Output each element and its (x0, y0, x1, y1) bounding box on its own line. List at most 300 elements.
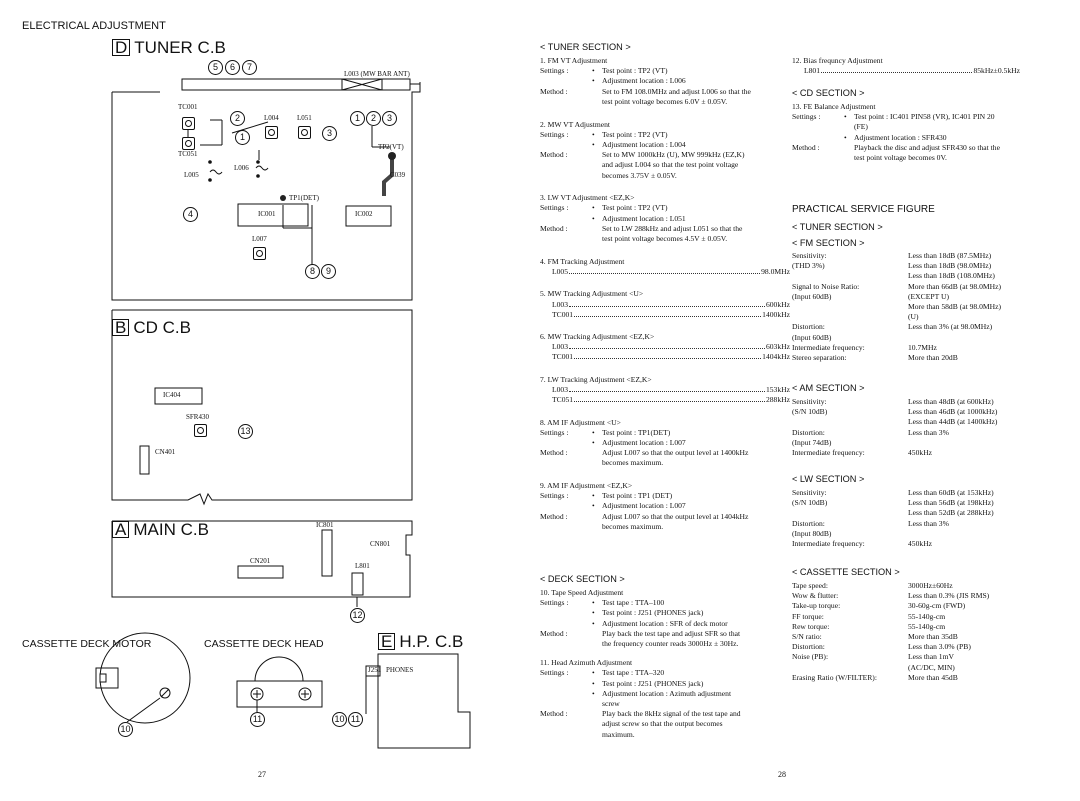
leader-row (540, 385, 790, 395)
spec-value: More than 58dB (at 98.0MHz) (908, 302, 1002, 312)
spec-label: Distortion: (792, 427, 825, 437)
main-board-letter: A (112, 521, 129, 538)
spec-label: Distortion: (792, 322, 825, 332)
spec-label (792, 312, 908, 322)
param-text: Adjustment location : Azimuth adjustment (602, 688, 732, 698)
param-row (540, 140, 790, 150)
param-text: Play back the 8kHz signal of the test tape and (602, 709, 741, 719)
l004-label: L004 (264, 114, 279, 122)
param-text: Test point : IC401 PIN58 (VR), IC401 PIN 20 (854, 112, 995, 122)
spec-label: (S/N 10dB) (792, 498, 828, 508)
spec-label (792, 417, 908, 427)
param-text: Adjustment location : L007 (602, 437, 686, 447)
param-row (540, 438, 790, 448)
param-row (540, 598, 790, 608)
leader-key: L005 (552, 266, 569, 276)
param-row (540, 160, 790, 170)
spec-label: Signal to Noise Ratio: (792, 281, 860, 291)
bullet (592, 699, 602, 709)
bullet (592, 719, 602, 729)
param-text: Playback the disc and adjust SFR430 so that the (854, 142, 1000, 152)
adjustment-item (540, 120, 790, 181)
leader-row (540, 342, 790, 352)
param-text: Adjustment location : L004 (602, 139, 686, 149)
tc001-trimmer (182, 117, 195, 130)
bullet: • (844, 132, 847, 142)
spec-row (792, 539, 994, 549)
param-key (540, 214, 592, 224)
param-key (540, 719, 592, 729)
spec-label: Sensitivity: (792, 251, 827, 260)
bullet: • (592, 688, 595, 698)
param-row (540, 522, 790, 532)
callout-7: 7 (242, 60, 257, 75)
cd-board-name: CD C.B (133, 318, 191, 337)
deck-motor-title: CASSETTE DECK MOTOR (22, 638, 152, 650)
param-row (540, 66, 790, 76)
adjustment-title: 7. LW Tracking Adjustment <EZ,K> (540, 374, 652, 384)
spec-value: Less than 3.0% (PB) (908, 642, 971, 652)
spec-row (792, 498, 994, 508)
lw-spec-table (792, 488, 994, 549)
deck-section-title: < DECK SECTION > (540, 574, 625, 584)
cn201-label: CN201 (250, 557, 271, 565)
param-row (792, 153, 1020, 163)
callout-13: 13 (238, 424, 253, 439)
main-board-title (112, 520, 209, 540)
bullet: • (592, 139, 595, 149)
spec-label: (Input 74dB) (792, 437, 832, 447)
param-key: Method : (792, 142, 820, 152)
spec-value: 450kHz (908, 539, 933, 549)
adjustment-title: 9. AM IF Adjustment <EZ,K> (540, 481, 633, 491)
bullet (592, 150, 602, 160)
bullet (592, 639, 602, 649)
bias-leader-value: 85kHz±0.5kHz (973, 66, 1020, 76)
cd-adjustment (792, 102, 1020, 163)
param-row (540, 171, 790, 181)
param-key (792, 153, 844, 163)
ic404-label: IC404 (163, 391, 181, 399)
adjustment-item (540, 332, 790, 362)
spec-label: Intermediate frequency: (792, 539, 865, 549)
cn801-label: CN801 (370, 540, 391, 548)
bullet: • (592, 491, 595, 501)
param-text: and adjust L004 so that the test point voltage (602, 160, 739, 170)
leader-key: TC051 (552, 395, 574, 405)
param-row (540, 668, 790, 678)
param-row (540, 224, 790, 234)
adjustment-item (540, 481, 790, 532)
param-key: Settings : (540, 203, 569, 213)
bullet (592, 448, 602, 458)
deck-adjustments (540, 588, 790, 749)
cassette-spec-table (792, 581, 989, 683)
c039-label: C039 (390, 171, 406, 179)
fm-spec-table (792, 251, 1001, 363)
param-row (540, 458, 790, 468)
param-key (540, 140, 592, 150)
cd-board-letter: B (112, 319, 129, 336)
adjustment-title: 1. FM VT Adjustment (540, 56, 608, 65)
bullet (844, 143, 854, 153)
ic801-label: IC801 (316, 521, 334, 529)
spec-label: (Input 80dB) (792, 528, 832, 538)
spec-row (792, 508, 994, 518)
cd-item-title: 13. FE Balance Adjustment (792, 102, 876, 111)
leader-key: L003 (552, 385, 569, 395)
sfr430-trimmer (194, 424, 207, 437)
cd-board-title (112, 318, 191, 338)
callout-10b: 10 (332, 712, 347, 727)
param-key: Method : (540, 223, 568, 233)
param-row (540, 501, 790, 511)
spec-value: More than 45dB (908, 672, 958, 682)
param-text: becomes maximum. (602, 521, 664, 531)
cn401-label: CN401 (155, 448, 176, 456)
param-text: Set to LW 288kHz and adjust L051 so that the (602, 223, 743, 233)
param-key (540, 639, 592, 649)
param-row (540, 699, 790, 709)
bullet (592, 171, 602, 181)
spec-label: (Input 60dB) (792, 332, 832, 342)
spec-row (792, 529, 994, 539)
adjustment-title: 11. Head Azimuth Adjustment (540, 658, 633, 668)
spec-value: Less than 3% (908, 427, 949, 437)
bullet (592, 234, 602, 244)
param-text: adjust screw so that the output becomes (602, 719, 723, 729)
param-text: Test point : TP2 (VT) (602, 203, 668, 213)
spec-value: Less than 18dB (87.5MHz) (908, 251, 992, 260)
page-number-left: 27 (258, 770, 266, 779)
spec-label: (Input 60dB) (792, 291, 832, 301)
spec-row (792, 333, 1001, 343)
adjustment-item (540, 56, 790, 107)
param-text: the frequency counter reads 3000Hz ± 30Hz. (602, 639, 739, 649)
param-row (540, 214, 790, 224)
callout-2: 2 (230, 111, 245, 126)
ic001-label: IC001 (258, 210, 276, 218)
bias-title: 12. Bias frequncy Adjustment (792, 56, 883, 65)
spec-row (792, 251, 1001, 261)
spec-value: 55-140g-cm (908, 611, 946, 621)
spec-value: 3000Hz±60Hz (908, 581, 953, 590)
param-text: Test tape : TTA–100 (602, 598, 665, 608)
spec-label: Sensitivity: (792, 488, 827, 497)
param-text: Test point : TP2 (VT) (602, 66, 668, 76)
hp-board-title (378, 632, 463, 652)
spec-row (792, 438, 997, 448)
param-row (540, 608, 790, 618)
param-key (540, 608, 592, 618)
l007-label: L007 (252, 235, 267, 243)
bullet (592, 87, 602, 97)
callout-2b: 2 (366, 111, 381, 126)
spec-label: Take-up torque: (792, 601, 841, 611)
tc051-trimmer (182, 137, 195, 150)
adjustment-title: 5. MW Tracking Adjustment <U> (540, 289, 644, 299)
spec-row (792, 312, 1001, 322)
param-key (540, 699, 592, 709)
param-key (792, 133, 844, 143)
callout-1b: 1 (350, 111, 365, 126)
param-row (540, 689, 790, 699)
param-key (540, 730, 592, 740)
tc051-label: TC051 (178, 150, 198, 158)
spec-row (792, 292, 1001, 302)
bullet (592, 512, 602, 522)
spec-row (792, 343, 1001, 353)
param-row (540, 629, 790, 639)
param-row (540, 150, 790, 160)
bullet: • (592, 618, 595, 628)
spec-label: Wow & flutter: (792, 591, 839, 601)
bullet (592, 160, 602, 170)
spec-label: Distortion: (792, 518, 825, 528)
leader-value: 1400kHz (762, 309, 790, 319)
spec-label: (THD 3%) (792, 261, 825, 271)
spec-row (792, 622, 989, 632)
l004-coil (265, 126, 278, 139)
bullet: • (592, 598, 595, 608)
bullet: • (592, 501, 595, 511)
adjustment-title: 6. MW Tracking Adjustment <EZ,K> (540, 332, 655, 342)
param-key: Method : (540, 511, 568, 521)
bullet (592, 730, 602, 740)
spec-value: Less than 3% (at 98.0MHz) (908, 322, 993, 332)
bullet (592, 629, 602, 639)
param-row (540, 619, 790, 629)
param-key: Settings : (540, 66, 569, 76)
param-text: test point voltage becomes 4.5V ± 0.05V. (602, 234, 728, 244)
spec-value: 450kHz (908, 448, 933, 458)
param-key (540, 76, 592, 86)
bullet (592, 458, 602, 468)
spec-row (792, 652, 989, 662)
callout-8: 8 (305, 264, 320, 279)
leader-row (540, 310, 790, 320)
adjustment-item (540, 588, 790, 649)
param-text: Test point : J251 (PHONES jack) (602, 608, 704, 618)
spec-label: (S/N 10dB) (792, 407, 828, 417)
leader-row (540, 267, 790, 277)
param-text: maximum. (602, 729, 635, 739)
bullet: • (592, 437, 595, 447)
adjustment-title: 10. Tape Speed Adjustment (540, 588, 624, 597)
spec-row (792, 428, 997, 438)
spec-row (792, 601, 989, 611)
spec-label: Rew torque: (792, 621, 830, 631)
adjustment-item (540, 289, 790, 319)
am-spec-table (792, 397, 997, 458)
param-text: Set to FM 108.0MHz and adjust L006 so that the (602, 86, 751, 96)
l005-label: L005 (184, 171, 199, 179)
param-text: Adjustment location : SFR430 (854, 132, 947, 142)
bullet (844, 122, 854, 132)
bullet: • (592, 203, 595, 213)
bullet: • (592, 76, 595, 86)
page-number-right: 28 (778, 770, 786, 779)
tuner-board-name: TUNER C.B (134, 38, 226, 57)
leader-row (540, 395, 790, 405)
bullet (592, 97, 602, 107)
spec-value: 10.7MHz (908, 342, 937, 352)
am-section-title: < AM SECTION > (792, 383, 865, 393)
param-text: Test point : J251 (PHONES jack) (602, 678, 704, 688)
param-key: Method : (540, 709, 568, 719)
bullet (592, 224, 602, 234)
spec-row (792, 397, 997, 407)
param-text: becomes maximum. (602, 458, 664, 468)
spec-label (792, 663, 908, 673)
main-board-name: MAIN C.B (133, 520, 209, 539)
spec-row (792, 673, 989, 683)
bullet: • (592, 668, 595, 678)
spec-label: Tape speed: (792, 581, 828, 590)
leader-key: TC001 (552, 352, 574, 362)
tp2-label: TP2(VT) (378, 143, 404, 151)
leader-row (540, 352, 790, 362)
bias-leader-key: L801 (804, 66, 821, 76)
leader-value: 1404kHz (762, 352, 790, 362)
tc001-label: TC001 (178, 103, 198, 111)
spec-label: Intermediate frequency: (792, 448, 865, 458)
bullet: • (592, 608, 595, 618)
l003-label: L003 (MW BAR ANT) (344, 70, 410, 78)
spec-value: Less than 44dB (at 1400kHz) (908, 417, 998, 427)
param-text: Adjustment location : SFR of deck motor (602, 618, 728, 628)
leader-key: TC001 (552, 309, 574, 319)
param-key (540, 171, 592, 181)
param-row (540, 709, 790, 719)
spec-row (792, 407, 997, 417)
spec-row (792, 302, 1001, 312)
bullet: • (592, 129, 595, 139)
callout-12: 12 (350, 608, 365, 623)
callout-3: 3 (322, 126, 337, 141)
param-key (792, 122, 844, 132)
deck-head-title: CASSETTE DECK HEAD (204, 638, 324, 650)
spec-value: (U) (908, 312, 919, 322)
param-row (540, 130, 790, 140)
param-key (540, 619, 592, 629)
cassette-section-title: < CASSETTE SECTION > (792, 567, 900, 577)
leader-row (540, 300, 790, 310)
param-row (792, 112, 1020, 122)
spec-label: Sensitivity: (792, 397, 827, 406)
leader-value: 288kHz (765, 395, 790, 405)
spec-value: 55-140g-cm (908, 621, 946, 631)
spec-row (792, 271, 1001, 281)
param-text: becomes 3.75V ± 0.05V. (602, 170, 677, 180)
param-row (540, 639, 790, 649)
l051-coil (298, 126, 311, 139)
practical-title: PRACTICAL SERVICE FIGURE (792, 204, 935, 215)
spec-label: Erasing Ratio (W/FILTER): (792, 672, 877, 682)
leader-key: L003 (552, 342, 569, 352)
phones-label: PHONES (386, 666, 414, 674)
spec-row (792, 353, 1001, 363)
bullet (844, 153, 854, 163)
cd-section-title: < CD SECTION > (792, 88, 865, 98)
param-key: Settings : (540, 598, 569, 608)
spec-row (792, 581, 989, 591)
spec-value: Less than 0.3% (JIS RMS) (908, 591, 990, 601)
param-key (540, 458, 592, 468)
param-text: Test point : TP2 (VT) (602, 129, 668, 139)
param-text: (FE) (854, 122, 868, 132)
param-row (792, 143, 1020, 153)
spec-row (792, 261, 1001, 271)
adjustment-item (540, 658, 790, 740)
param-key: Method : (540, 86, 568, 96)
l801-label: L801 (355, 562, 370, 570)
param-key (540, 522, 592, 532)
param-text: Test point : TP1 (DET) (602, 491, 673, 501)
cd-board-outline (112, 310, 412, 504)
spec-value: (EXCEPT U) (908, 291, 949, 301)
param-row (792, 133, 1020, 143)
param-key: Method : (540, 150, 568, 160)
param-row (540, 428, 790, 438)
param-text: Adjustment location : L006 (602, 76, 686, 86)
adjustment-title: 3. LW VT Adjustment <EZ,K> (540, 193, 635, 203)
spec-value: 30-60g-cm (FWD) (908, 601, 966, 611)
spec-label (792, 271, 908, 281)
spec-row (792, 282, 1001, 292)
page-heading: ELECTRICAL ADJUSTMENT (22, 20, 166, 32)
leader-value: 98.0MHz (761, 266, 790, 276)
spec-value: Less than 60dB (at 153kHz) (908, 488, 994, 497)
spec-value: Less than 18dB (98.0MHz) (908, 261, 992, 271)
adjustment-title: 2. MW VT Adjustment (540, 119, 611, 129)
param-text: screw (602, 699, 620, 709)
spec-value: Less than 46dB (at 1000kHz) (908, 407, 998, 417)
param-row (540, 97, 790, 107)
param-text: Adjustment location : L051 (602, 213, 686, 223)
param-key (540, 234, 592, 244)
spec-row (792, 322, 1001, 332)
param-text: Adjust L007 so that the output level at 1400kHz (602, 448, 749, 458)
param-key: Method : (540, 628, 568, 638)
param-text: Test point : TP1(DET) (602, 427, 671, 437)
hp-board-name: H.P. C.B (399, 632, 464, 651)
param-row (540, 730, 790, 740)
bias-leader (792, 66, 1020, 76)
spec-label: Noise (PB): (792, 652, 829, 662)
callout-10: 10 (118, 722, 133, 737)
tuner-board-letter: D (112, 39, 130, 56)
spec-value: More than 20dB (908, 353, 958, 363)
leader-key: L003 (552, 299, 569, 309)
param-key: Settings : (792, 112, 821, 122)
bullet: • (844, 112, 847, 122)
bullet (592, 709, 602, 719)
hp-board-letter: E (378, 633, 395, 650)
param-text: Adjustment location : L007 (602, 501, 686, 511)
j251-label: J251 (368, 666, 382, 674)
leader-value: 603kHz (765, 342, 790, 352)
deck-head-plate (237, 681, 322, 707)
spec-row (792, 448, 997, 458)
spec-label: Stereo separation: (792, 353, 847, 363)
param-key: Method : (540, 448, 568, 458)
l007-coil (253, 247, 266, 260)
param-key (540, 689, 592, 699)
bullet (592, 522, 602, 532)
ic002-label: IC002 (355, 210, 373, 218)
spec-value: More than 66dB (at 98.0MHz) (908, 281, 1002, 291)
